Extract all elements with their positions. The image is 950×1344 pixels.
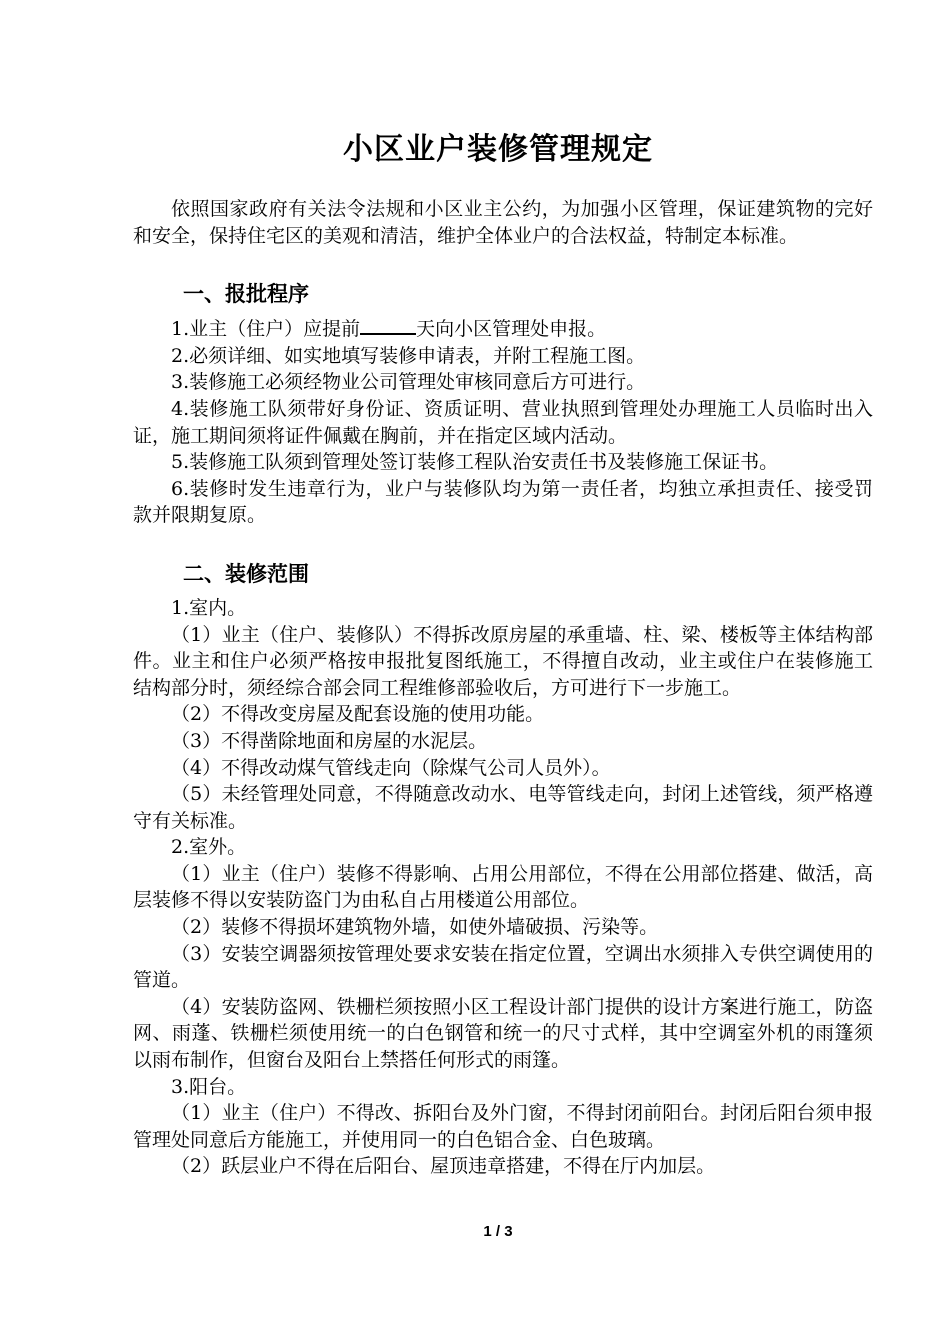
scope-paragraph: （1）业主（住户、装修队）不得拆改原房屋的承重墙、柱、梁、楼板等主体结构部件。业主和住户必须严格按申报批复图纸施工，不得擅自改动，业主或住户在装修施工结构部分时，须经综合部会同工程维修部验收后，方可进行下一步施工。 <box>133 623 873 699</box>
scope-paragraph: 3.阳台。 <box>171 1075 247 1098</box>
approval-item-1 <box>133 315 873 343</box>
scope-paragraph: （4）不得改动煤气管线走向（除煤气公司人员外）。 <box>171 756 611 779</box>
document-body <box>133 196 873 1180</box>
scope-paragraph: （2）不得改变房屋及配套设施的使用功能。 <box>171 703 545 726</box>
section-heading-approval: 一、报批程序 <box>183 281 309 307</box>
approval-item-1-text-before: 1.业主（住户）应提前 <box>171 318 361 341</box>
approval-item-3: 3.装修施工必须经物业公司管理处审核同意后方可进行。 <box>171 371 646 394</box>
scope-paragraph: （3）不得凿除地面和房屋的水泥层。 <box>171 729 488 752</box>
page-indicator: 1 / 3 <box>483 1223 513 1240</box>
scope-paragraph: （2）跃层业户不得在后阳台、屋顶违章搭建，不得在厅内加层。 <box>171 1155 716 1178</box>
scope-paragraph: （1）业主（住户）装修不得影响、占用公用部位，不得在公用部位搭建、做活，高层装修不得以安装防盗门为由私自占用楼道公用部位。 <box>133 862 873 912</box>
fill-in-blank <box>360 315 416 335</box>
scope-paragraph: （3）安装空调器须按管理处要求安装在指定位置，空调出水须排入专供空调使用的管道。 <box>133 942 873 992</box>
section-heading-scope: 二、装修范围 <box>183 560 309 586</box>
intro-paragraph: 依照国家政府有关法令法规和小区业主公约，为加强小区管理，保证建筑物的完好和安全，保持住宅区的美观和清洁，维护全体业户的合法权益，特制定本标准。 <box>133 198 873 247</box>
scope-paragraph: （1）业主（住户）不得改、拆阳台及外门窗，不得封闭前阳台。封闭后阳台须申报管理处同意后方能施工，并使用同一的白色铝合金、白色玻璃。 <box>133 1102 873 1151</box>
approval-item-1-text-after: 天向小区管理处申报。 <box>416 318 607 341</box>
document-title: 小区业户装修管理规定 <box>343 132 653 167</box>
spacer <box>133 529 873 559</box>
approval-item-2: 2.必须详细、如实地填写装修申请表，并附工程施工图。 <box>171 344 646 367</box>
scope-paragraph: （5）未经管理处同意，不得随意改动水、电等管线走向，封闭上述管线，须严格遵守有关标准。 <box>133 783 873 832</box>
scope-paragraph: 2.室外。 <box>171 836 247 859</box>
approval-item-5: 5.装修施工队须到管理处签订装修工程队治安责任书及装修施工保证书。 <box>171 451 779 474</box>
scope-paragraph: 1.室内。 <box>171 596 247 619</box>
scope-paragraph: （2）装修不得损坏建筑物外墙，如使外墙破损、污染等。 <box>171 916 659 939</box>
approval-item-4: 4.装修施工队须带好身份证、资质证明、营业执照到管理处办理施工人员临时出入证，施工期间须将证件佩戴在胸前，并在指定区域内活动。 <box>133 397 873 447</box>
spacer <box>133 249 873 279</box>
approval-item-6: 6.装修时发生违章行为，业户与装修队均为第一责任者，均独立承担责任、接受罚款并限期复原。 <box>133 477 873 527</box>
scope-paragraph: （4）安装防盗网、铁栅栏须按照小区工程设计部门提供的设计方案进行施工，防盗网、雨蓬、铁栅栏须使用统一的白色钢管和统一的尺寸式样，其中空调室外机的雨篷须以雨布制作，但窗台及阳台上禁搭任何形式的雨篷。 <box>133 995 873 1072</box>
